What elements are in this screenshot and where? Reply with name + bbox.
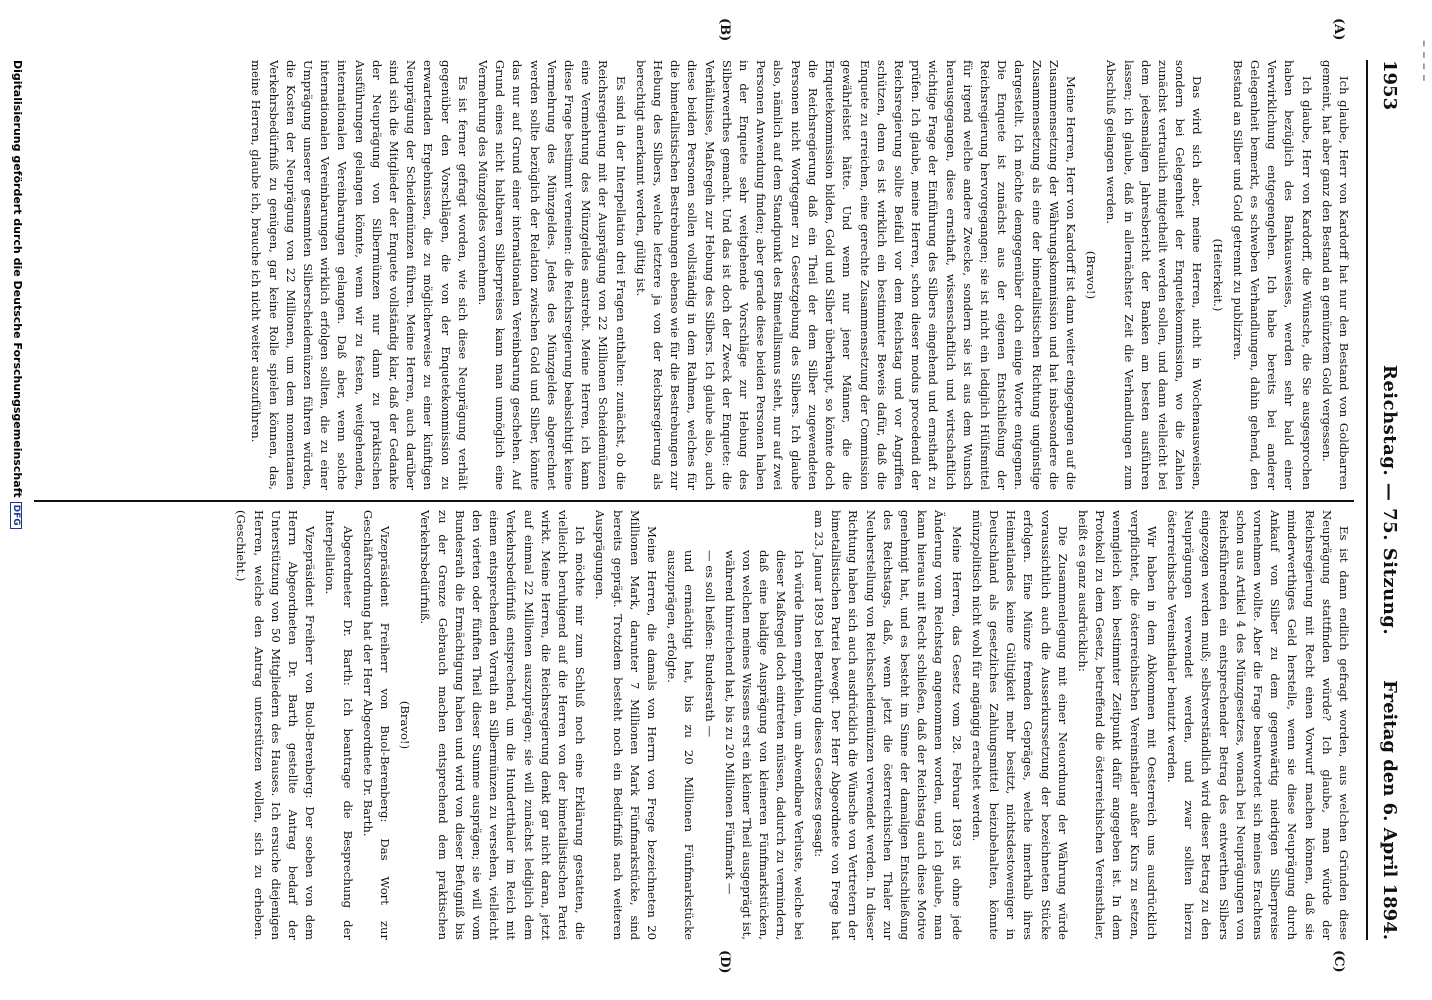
paragraph: Abgeordneter Dr. Barth: Ich beantrage die Besprechung der Interpellation. [323,510,355,940]
right-column [72,510,1352,940]
paragraph: — es soll heißen: Bundesrath — [702,550,717,738]
page-header [1366,60,1408,940]
paragraph: Vizepräsident Freiherr von Buol-Berenberg: Der soeben von dem Herrn Abgeordneten Dr. Barth gestellte Antrag bedarf der Unterstützung von 50 Mitgliedern des Hauses. Ich ersuche diejenigen Herren, welche den Antrag unterstützen wollen, sich zu erheben. (Geschieht.) [234,510,318,940]
paragraph: Wir haben in dem Abkommen mit Oesterreich uns ausdrücklich verpflichtet, die österreichischen Vereinsthaler außer Kurs zu setzen, wenngleich kein bestimmter Zeitpunkt dafür angegeben ist. In dem Protokoll zu dem Gesetz, betreffend die österreichischen Vereinsthaler, heißt es ganz ausdrücklich: [1075,510,1159,940]
paragraph: Es sind in der Interpellation drei Fragen enthalten: zunächst, ob die Reichsregierung mit der Ausprägung von 22 Millionen Scheidemünzen eine Vermehrung des Münzgeldes anstrebt. Meine Herren, ich kann diese Frage bestimmt verneinen: die Reichsregierung beabsichtigt keine Vermehrung des Münzgeldes. Jedes des Münzgeldes abgerechnet werden sollte bezüglich der Relation zwischen Gold und Silber, könnte das nur auf Grund einer internationalen Vereinbarung geschehen. Auf Grund eines nicht haltbaren Silberpreises kann man unmöglich eine Vermehrung des Münzgeldes vornehmen. [476,60,628,490]
digitization-credit [10,60,24,529]
paragraph: Es ist ferner gefragt worden, wie sich diese Neuprägung verhält gegenüber den Vorschlägen, die von der Enquetekommission zu erwartenden Ergebnissen, die zu möglicherweise zu einer künftigen Neuprägung der Scheidemünzen führen. Meine Herren, auch darüber sind sich die Mitglieder der Enquete vollständig klar, daß der Gedanke der Neuprägung von Silbermünzen nur dann zu praktischen Ausführungen gelangen könnte, wenn wir zu festen, weitgehenden, internationalen Vereinbarungen gelangen. Daß aber, wenn solche internationalen Vereinbarungen wirklich erfolgen sollten, die zu einer Umprägung unserer gesammten Silberscheidemünzen führen würden, die Kosten der Neuprägung von 22 Millionen, um dem momentanen Verkehrsbedürfniß zu genügen, gar keine Rolle spielen können, das, meine Herren, glaube ich, brauche ich nicht weiter auszuführen. [249,60,470,490]
marker-c: (C) [1331,950,1346,973]
paragraph: Das wird sich aber, meine Herren, nicht in Wochenausweisen, sondern bei Gelegenheit der Enquetekommission, wo die Zahlen zunächst vertraulich mitgetheilt werden sollen, und dann vielleicht bei dem jedesmaligen Jahresbericht der Banken am besten ausführen lassen; ich glaube, daß in allernächster Zeit die Verhandlungen zum Abschluß gelangen werden. [1104,60,1205,490]
paragraph: Ich würde Ihnen empfehlen, um abwendbare Verluste, welche bei dieser Maßregel doch eintreten müssen, dadurch zu vermindern, daß eine baldige Ausprägung von kleineren Fünfmarkstücken, von welchen meines Wissens erst ein kleiner Theil ausgeprägt ist, während hinreichend hat, bis zu 20 Millionen Fünfmark — [722,550,806,940]
paragraph: (Bravo!) [398,700,413,750]
left-column [72,60,1352,490]
paragraph: Meine Herren, Herr von Kardorff ist dann weiter eingegangen auf die Zusammensetzung der Währungskommission und hat insbesondere die Zusammensetzung als eine der bimetallistischen Richtung ungünstige dargestellt. Ich möchte demgegenüber doch einige Worte entgegnen. Die Enquete ist zunächst aus der eigenen Entschließung der Reichsregierung hervorgegangen; sie ist nicht ein lediglich Hülfsmittel für irgend welche andere Zwecke, sondern sie ist aus dem Wunsch herausgegangen, diese ernsthaft, wissenschaftlich und wirtschaftlich wichtige Frage der Einführung des Silbers eingehend und ernsthaft zu prüfen. Ich glaube, meine Herren, schon dieser modus procedendi der Reichsregierung sollte Beifall vor dem Reichstag und vor Angriffen schützen, denn es ist wirklich ein bestimmter Beweis dafür, daß die Enquete zu erreichen, eine gerechte Zusammensetzung der Commission gewährleistet hätte. Und wenn nur jener Männer, die die Enquetekommission bilden, Gold und Silber überhaupt, so könnte doch die Reichsregierung daß ein Theil der dem Silber zugewendeten Personen nicht Wortgegner zu Gesetzgebung des Silbers. Ich glaube also, nämlich auf dem Standpunkt des Bimetallismus steht, nur auf zwei Personen Anwendung finden; aber gerade diese beiden Personen haben in der Enquete sehr weitgehende Vorschläge zur Hebung des Silberwerthes gemacht. Und das ist doch der Zweck der Enquete: die Verhältnisse, Maßregeln zur Hebung des Silbers. Ich glaube also, auch diese beiden Personen sollen vollständig in dem Rahmen, welches für die bimetallistischen Bestrebungen ebenso wie für die Bestrebungen zur Hebung des Silbers, welche letztere ja von der Reichsregierung als berechtigt anerkannt werden, gültig ist. [633,60,1078,490]
dfg-logo: DFG [10,502,22,529]
paragraph: (Heiterkeit.) [1210,238,1225,312]
paragraph: und ermächtigt hat, bis zu 20 Millionen Fünfmarkstücke auszuprägen, erfolgte. [665,550,697,940]
handwritten-mark: – – – – [1416,40,1432,82]
paragraph: Es ist dann endlich gefragt worden, aus welchen Gründen diese Neuprägung stattfinden würde? Ich glaube, man würde der Reichsregierung mit Recht einen Vorwurf machen können, daß sie minderwerthiges Geld herstelle, wenn sie diese Neuprägung durch Ankauf von Silber zu dem gegenwärtig niedrigen Silberpreise vornehmen wollte. Aber die Frage beantwortet sich meines Erachtens schon aus Artikel 4 des Münzgesetzes, wonach bei Neuprägungen von Reichsführenden ein entsprechender Betrag des entwerthen Silbers eingezogen werden muß; selbstverständlich wird dieser Betrag zu den Neuprägungen verwendet werden, und zwar sollten hierzu österreichische Vereinsthaler benutzt werden. [1164,510,1351,940]
credit-text: Digitalisierung gefördert durch die Deutsche Forschungsgemeinschaft [11,60,24,498]
page-number: 1953 [1379,60,1400,111]
paragraph: (Bravo!) [1084,250,1099,300]
paragraph: Ich glaube, Herr von Kardorff, die Wünsche, die Sie ausgesprochen haben bezüglich des Bankausweises, werden sehr bald einer Verwirklichung entgegengehen. Ich habe bereits bei anderer Gelegenheit bemerkt, es schweben Verhandlungen, dahin gehend, den Bestand an Silber und Gold getrennt zu publiziren. [1230,60,1314,490]
paragraph: Ich glaube, Herr von Kardorff hat nur den Bestand von Goldbarren gemeint, hat aber ganz den Bestand an gemünztem Gold vergessen. [1319,60,1351,490]
page-title: Reichstag. — 75. Sitzung. [1379,364,1400,636]
paragraph: Meine Herren, die damals von Herrn von Frege bezeichneten 20 Millionen Mark, darunter 7 Millionen Mark Fünfmarkstücke, sind bereits geprägt. Trotzdem besteht noch ein Bedürfniß nach weiteren Ausprägungen. [593,510,660,940]
paragraph: Meine Herren, das Gesetz vom 28. Februar 1893 ist ohne jede Änderung vom Reichstag angenommen worden, und ich glaube, man kann hieraus mit Recht schließen, daß der Reichstag auch diese Motive genehmigt hat, und es besteht im Sinne der damaligen Entschließung des Reichstags, daß, wenn jetzt die österreichischen Thaler zur Neuherstellung von Reichsscheidemünzen verwendet werden. In dieser Richtung haben sich auch ausdrücklich die Wünsche von Vertretern der bimetallistischen Partei bewegt. Der Herr Abgeordnete von Frege hat am 23. Januar 1893 bei Berathung dieses Gesetzes gesagt: [811,510,964,940]
marker-b: (B) [717,18,732,42]
column-divider [34,500,1354,502]
session-date: Freitag den 6. April 1894. [1379,680,1400,940]
paragraph: Die Zusammenlegung mit einer Neuordnung der Währung würde voraussichtlich auch die Ausserkurssetzung der bezeichneten Stücke erfolgen. Eine Münze fremden Gepräges, welche innerhalb ihres Heimatlandes keine Gültigkeit mehr besitzt, nichtsdestoweniger in Deutschland als gesetzliches Zahlungsmittel beizubehalten, könnte münzpolitisch nicht wohl für angängig erachtet werden. [969,510,1070,940]
marker-a: (A) [1331,18,1346,41]
marker-d: (D) [717,950,732,974]
paragraph: Vizepräsident Freiherr von Buol-Berenberg: Das Wort zur Geschäftsordnung hat der Herr Abgeordnete Dr. Barth. [360,510,393,940]
paragraph: Ich möchte mir zum Schluß noch eine Erklärung gestatten, die vielleicht beruhigend auf die Herren von der bimetallistischen Partei wirkt. Meine Herren, die Reichsregierung denkt gar nicht daran, jetzt auf einmal 22 Millionen auszuprägen; sie will zunächst lediglich dem Verkehrsbedürfniß entsprechend, um die Hundertthaler im Reich mit einem entsprechenden Vorrath an Silbermünzen zu versehen, vielleicht den vierten oder fünften Theil dieser Summe ausprägen; sie will vom Bundesrath die Ermächtigung haben und wird von dieser Befugniß bis zu der Grenze Gebrauch machen entsprechend dem praktischen Verkehrsbedürfniß. [418,510,588,940]
